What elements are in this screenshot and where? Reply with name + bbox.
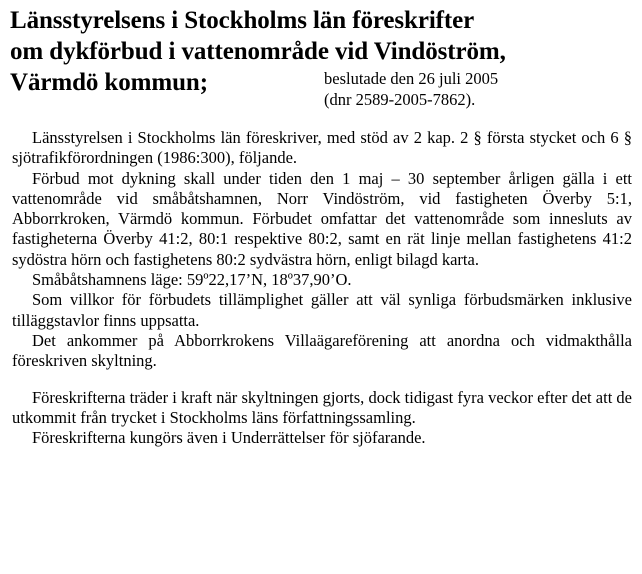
decision-date: beslutade den 26 juli 2005 — [324, 69, 499, 88]
paragraph-diving-ban: Förbud mot dykning skall under tiden den 1 maj – 30 september årligen gälla i ett vattenområde vid småbåtshamnen, Norr Vindöström, vid fastigheten Överby 5:1, Abborrkroken, Värmdö kommun. Förbudet omfattar det vattenområde som innesluts av fastigheterna Överby 41:2, 80:1 respektive 80:2, samt en rät linje mellan fastighetens 41:2 sydöstra hörn och fastighetens 80:2 sydvästra hörn, enligt bilagd karta. — [12, 168, 632, 269]
paragraph-harbor-position: Småbåtshamnens läge: 59º22,17’N, 18º37,90’O. — [32, 270, 352, 290]
paragraph-signage-condition: Som villkor för förbudets tillämplighet gäller att väl synliga förbudsmärken inklusive tilläggstavlor finns uppsatta. — [12, 290, 632, 330]
title-line-1: Länsstyrelsens i Stockholms län föreskrifter — [10, 7, 475, 34]
document-body — [12, 128, 632, 448]
paragraph-publication: Föreskrifterna kungörs även i Underrättelser för sjöfarande. — [32, 428, 426, 448]
title-line-3: Värmdö kommun; — [10, 69, 208, 96]
decision-reference: (dnr 2589-2005-7862). — [324, 90, 476, 109]
paragraph-entry-into-force: Föreskrifterna träder i kraft när skyltningen gjorts, dock tidigast fyra veckor efter det att de utkommit från trycket i Stockholms läns författningssamling. — [12, 387, 632, 427]
title-line-2: om dykförbud i vattenområde vid Vindöström, — [10, 38, 506, 65]
paragraph-signage-responsibility: Det ankommer på Abborrkrokens Villaägareförening att anordna och vidmakthålla föreskriven skyltning. — [12, 330, 632, 371]
paragraph-authority: Länsstyrelsen i Stockholms län föreskriver, med stöd av 2 kap. 2 § första stycket och 6 § sjötrafikförordningen (1986:300), följande. — [12, 128, 632, 168]
decision-info — [324, 68, 498, 110]
